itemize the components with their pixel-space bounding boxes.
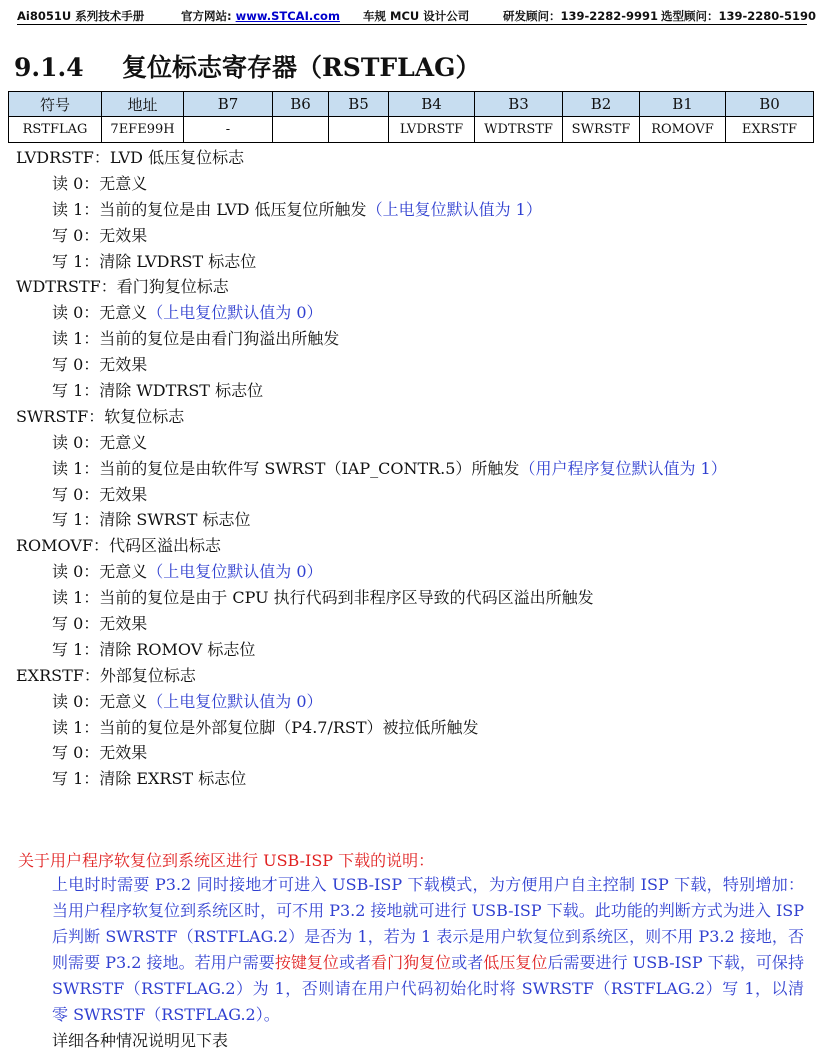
doc-name: Ai8051U 系列技术手册 xyxy=(17,9,145,23)
col-header: B2 xyxy=(563,92,640,117)
register-row xyxy=(9,117,814,143)
field-line: 写 1：清除 EXRST 标志位 xyxy=(52,769,247,789)
field-name: WDTRSTF：看门狗复位标志 xyxy=(16,277,229,297)
page-header xyxy=(17,6,817,26)
note-keyword: 按键复位 xyxy=(274,953,339,972)
field-line: 读 1：当前的复位是由于 CPU 执行代码到非程序区导致的代码区溢出所触发 xyxy=(52,588,594,608)
site-label: 官方网站: xyxy=(181,9,236,23)
col-header: B4 xyxy=(389,92,475,117)
field-name: SWRSTF：软复位标志 xyxy=(16,406,185,426)
rd-contact: 研发顾问：139-2282-9991 xyxy=(503,9,659,23)
site-link[interactable]: www.STCAI.com xyxy=(235,9,340,23)
col-header: B3 xyxy=(475,92,563,117)
default-note: （上电复位默认值为 0） xyxy=(147,303,323,323)
table-cell xyxy=(329,117,389,143)
field-line: 写 0：无效果 xyxy=(52,614,148,634)
note-body: 上电时时需要 P3.2 同时接地才可进入 USB-ISP 下载模式，为方便用户自主控制 ISP 下载，特别增加：当用户程序软复位到系统区时，可不用 P3.2 接地就可进行 USB-ISP 下载。此功能的判断方式为进入 ISP 后判断 SWRSTF（RSTFLAG.2）是否为 1，若为 1 表示是用户软复位到系统区，则不用 P3.2 接地，否则需要 P3.2 接地。若用户需要按键复位或者看门狗复位或者低压复位后需要进行 USB-ISP 下载，可保持 SWRSTF（RSTFLAG.2）为 1，否则请在用户代码初始化时将 SWRSTF（RSTFLAG.2）写 1，以清零 SWRSTF（RSTFLAG.2）。 xyxy=(52,875,804,1024)
field-line: 读 0：无意义 xyxy=(52,173,148,193)
table-cell: LVDRSTF xyxy=(389,117,475,143)
table-cell xyxy=(273,117,329,143)
col-header: 地址 xyxy=(102,92,184,117)
default-note: （上电复位默认值为 0） xyxy=(147,691,323,711)
col-header: B1 xyxy=(640,92,726,117)
col-header: B5 xyxy=(329,92,389,117)
default-note: （上电复位默认值为 0） xyxy=(147,562,323,582)
field-line: 读 1：当前的复位是由软件写 SWRST（IAP_CONTR.5）所触发（用户程序复位默认值为 1） xyxy=(52,458,727,478)
section-title xyxy=(14,48,481,84)
section-title-text: 复位标志寄存器（RSTFLAG） xyxy=(122,53,481,82)
register-header-row xyxy=(9,92,814,117)
section-number: 9.1.4 xyxy=(14,53,84,82)
field-line: 写 0：无效果 xyxy=(52,484,148,504)
table-cell: WDTRSTF xyxy=(475,117,563,143)
note-keyword: 低压复位 xyxy=(483,953,548,972)
table-cell: - xyxy=(184,117,273,143)
note-title: 关于用户程序软复位到系统区进行 USB-ISP 下载的说明： xyxy=(18,851,435,870)
bit-descriptions xyxy=(16,145,816,792)
field-name: EXRSTF：外部复位标志 xyxy=(16,665,196,685)
field-line: 写 1：清除 LVDRST 标志位 xyxy=(52,251,257,271)
col-header: B6 xyxy=(273,92,329,117)
field-line: 写 0：无效果 xyxy=(52,225,148,245)
header-divider xyxy=(17,24,807,25)
field-line: 写 1：清除 WDTRST 标志位 xyxy=(52,381,264,401)
col-header: B0 xyxy=(726,92,814,117)
field-line: 读 1：当前的复位是外部复位脚（P4.7/RST）被拉低所触发 xyxy=(52,717,479,737)
field-line: 写 0：无效果 xyxy=(52,743,148,763)
sel-contact: 选型顾问：139-2280-5190 xyxy=(661,9,817,23)
field-line: 读 0：无意义（上电复位默认值为 0） xyxy=(52,303,323,323)
field-line: 读 0：无意义（上电复位默认值为 0） xyxy=(52,562,323,582)
field-line: 读 0：无意义（上电复位默认值为 0） xyxy=(52,691,323,711)
field-line: 读 0：无意义 xyxy=(52,432,148,452)
register-table xyxy=(8,91,814,143)
note-keyword: 看门狗复位 xyxy=(371,953,452,972)
field-line: 写 1：清除 SWRST 标志位 xyxy=(52,510,251,530)
table-cell: RSTFLAG xyxy=(9,117,102,143)
field-line: 读 1：当前的复位是由看门狗溢出所触发 xyxy=(52,329,340,349)
table-cell: EXRSTF xyxy=(726,117,814,143)
company-name: 车规 MCU 设计公司 xyxy=(363,9,470,23)
site-line xyxy=(181,8,340,24)
field-line: 写 0：无效果 xyxy=(52,355,148,375)
table-cell: SWRSTF xyxy=(563,117,640,143)
default-note: （用户程序复位默认值为 1） xyxy=(519,458,727,478)
field-line: 读 1：当前的复位是由 LVD 低压复位所触发（上电复位默认值为 1） xyxy=(52,199,542,219)
table-cell: 7EFE99H xyxy=(102,117,184,143)
col-header: 符号 xyxy=(9,92,102,117)
field-name: ROMOVF：代码区溢出标志 xyxy=(16,536,222,556)
field-line: 写 1：清除 ROMOV 标志位 xyxy=(52,639,256,659)
default-note: （上电复位默认值为 1） xyxy=(366,199,542,219)
col-header: B7 xyxy=(184,92,273,117)
note-footer: 详细各种情况说明见下表 xyxy=(52,1031,229,1050)
field-name: LVDRSTF：LVD 低压复位标志 xyxy=(16,148,245,167)
table-cell: ROMOVF xyxy=(640,117,726,143)
